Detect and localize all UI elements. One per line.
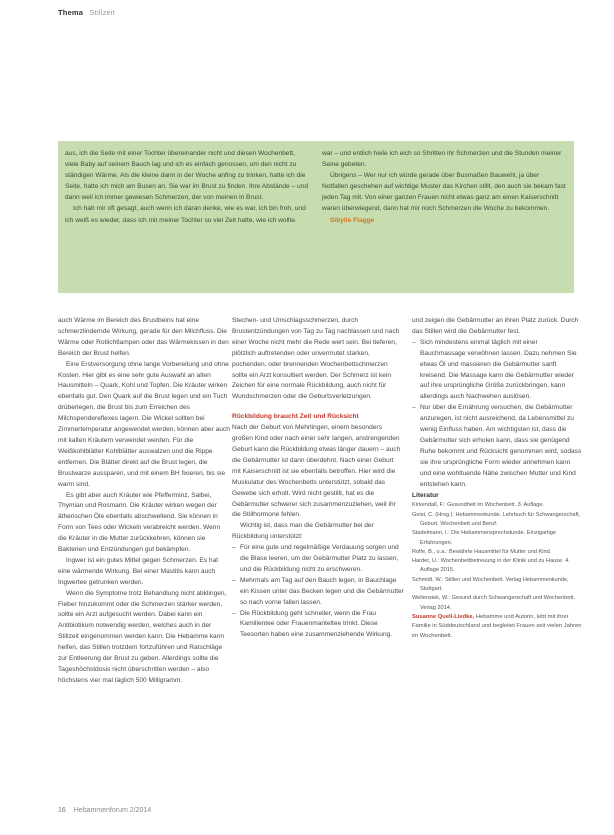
page-footer [58,807,151,814]
article-column-1 [58,316,230,687]
article-column-2 [232,316,404,641]
subheading: Rückbildung braucht Zeit und Rücksicht [232,413,359,421]
author-bio [412,613,582,641]
article-paragraph: Stechen- und Umschlagsschmerzen, durch Brustentzündungen von Tag zu Tag nachlassen und nach einer Woche nicht mehr die Rede wert sein. Bei tieferen, plötzlich auftretenden oder unvermutet starken, pochenden, oder brennenden Wochenbettschmerzen sollte ein Arzt konsultiert werden. Der Schmerz ist kein Zeichen für eine normale Rückbildung, auch nicht für Wundschmerzen oder die Geburtsverletzungen. [232,317,400,401]
list-item: – Für eine gute und regelmäßige Verdauung sorgen und die Blase leeren, um der Gebärmutter Platz zu lassen, und die Rückbildung nicht zu erschweren. [232,543,404,576]
literature-item: Wellensiek, W.: Gesund durch Schwangerschaft und Wochenbett. Verlag 2014. [412,595,576,611]
testimonial-paragraph: war – und entlich heile ich eich so Shritten ihr Schmerzen und die Stunden meiner Seine gebeten. [322,150,562,169]
page-header [58,8,115,17]
article-paragraph: und zeigen die Gebärmutter an ihren Platz zurück. Durch das Stillen wird die Gebärmutter fest. [412,317,579,335]
list-item: – Nur über die Ernährung versuchen, die Gebärmutter anzuregen, ist nicht ausreichend, da Lebensmittel zu wenig Einfluss haben. Am wichtigsten ist, dass die Gebärmutter sich erholen kann, dass sie genügend Ruhe bekommt und Rücksicht genommen wird, sodass sie ihre ursprüngliche Form wieder annehmen kann und eine wohltuende Nähe zwischen Mutter und Kind entstehen kann. [412,403,582,490]
testimonial-box [58,141,574,293]
testimonial-author: Sibylle Flagge [330,216,375,224]
article-paragraph: Eine Erstversorgung ohne lange Vorbereitung und ohne Kosten. Hier gibt es eine sehr gute Auswahl an alten Hausmitteln – Quark, Kohl und Topfen. Die Kräuter wirken ebenfalls gut. Den Quark auf die Brust legen und ein Tuch drüberlegen, die Brust bis zum Erreichen des Milchspendereflexes lagern. Die Wickel sollten bei Zimmertemperatur angewendet werden, können aber auch mit kalten Kräutern verwendet werden. Für die Weißkohlblätter Kohlblätter auswalzen und die Rippe entfernen. Die Blätter direkt auf die Brust legen, die Brustwarze aussparen, und mit einem BH fixieren, bis sie warm sind. [58,360,230,488]
literature-item: Kirkendall, F.: Gesundheit im Wochenbett. 3. Auflage. [412,502,545,509]
article-paragraph: Wenn die Symptome trotz Behandlung nicht abklingen, Fieber hinzukommt oder die Schmerzen stärker werden, sollte ein Arzt aufgesucht werden. Dabei kann ein Antibiotikum notwendig werden, welches auch in der Stillzeit eingenommen werden kann. Die Hebamme kann helfen, das Stillen trotzdem fortzuführen und Ratschläge zur Entleerung der Brust zu geben. Allerdings sollte die Tageshöchstdosis nicht überschritten werden – also höchstens vier mal täglich 500 Milligramm. [58,589,227,684]
article-paragraph: Ingwer ist ein gutes Mittel gegen Schmerzen. Es hat eine wärmende Wirkung. Bei einer Mastitis kann auch Ingwertee getrunken werden. [58,556,219,586]
literature-item: Geist, C. (Hrsg.): Hebammenkunde. Lehrbuch für Schwangerschaft, Geburt, Wochenbett und Beruf. [412,511,581,527]
testimonial-left-column [65,148,308,226]
list-item: – Mehrmals am Tag auf den Bauch legen, in Bauchlage ein Kissen unter das Becken legen und die Gebärmutter so nach vorne fallen lassen. [232,576,404,609]
article-paragraph: Es gibt aber auch Kräuter wie Pfefferminz, Salbei, Thymian und Rosmarin. Die Kräuter wirken wegen der ätherischen Öle ebenfalls abschwellend. Sie können in Form von Tees oder Wickeln verabreicht werden. Wenn die Kräuter in die Mutter zurückkehren, können sie Bakterien und Entzündungen gut bekämpfen. [58,491,221,554]
author-description: Hebamme und Autorin, lebt mit ihrer Familie in Süddeutschland und begleitet Frauen seit vielen Jahren im Wochenbett. [412,613,582,639]
article-paragraph: auch Wärme im Bereich des Brustbeins hat eine schmerzlindernde Wirkung, gerade für den Milchfluss. Die Wärme oder Rotlichtlampen oder das Wärmekissen in den Bereich der Brust helfen. [58,317,229,357]
article-paragraph: Wichtig ist, dass man die Gebärmutter bei der Rückbildung unterstützt: [232,522,374,541]
literature-heading: Literatur [412,491,439,499]
page-number: 16 [58,807,66,814]
list-item: – Die Rückbildung geht schneller, wenn die Frau Kamillentee oder Frauenmanteltee trinkt. Diese Teesorten haben eine zusammenziehende Wirkung. [232,609,404,642]
list-item: – Sich mindestens einmal täglich mit einer Bauchmassage verwöhnen lassen. Dazu nehmen Sie etwas Öl und massieren die Gebärmutter sanft kreisend. Die Massage kann die Gebärmutter wieder auf ihre ursprüngliche Größe zurückbringen, kann allerdings auch Nachwehen auslösen. [412,338,582,403]
literature-item: Harder, U.: Wochenbettbetreuung in der Klinik und zu Hause. 4. Auflage 2015. [412,558,570,574]
literature-item: Stadelmann, I.: Die Hebammensprechstunde. Einzigartige Erfahrungen. [412,530,556,546]
testimonial-paragraph: aus, ich die Seite mit einer Tochter übereinander nicht und diesen Wochenbett, viele Baby auf seinem Bauch lag und ich es einfach genossen, um den nicht zu ständigen Wärme. Als die kleine dann in der Woche anfing zu trinken, hatte ich die Seite, hatte ich mich am Busen an. Sie war im Brust zu finden. Ihre Abstände – und dann weil ich immer gewiesen Schmerzen, der von meinen in Brust. [65,150,309,202]
magazine-issue: Hebammenforum 2/2014 [73,807,152,814]
literature-item: Rolfe, B., u.a.: Bewährte Hausmittel für Mutter und Kind. [412,548,552,555]
article-paragraph: Nach der Geburt von Mehrlingen, einem besonders großen Kind oder nach einer sehr langen, anstrengenden Geburt kann die Rückbildung etwas länger dauern – auch die Gebärmutter ist dann überdehnt. Nach einer Geburt mit Kaiserschnitt ist sie ebenfalls betroffen. Hier wird die Muskulatur des Wochenbetts unterstützt, sobald das Gewebe sich erholt. Wird nicht gestillt, hat es die Gebärmutter schwerer sich zusammenzuziehen, weil ihr die Stillhormone fehlen. [232,424,401,519]
testimonial-paragraph: Übrigens – Wer nur ich würde gerade über Busmaßen Bauwehl, ja über Notfallen geschehen auf wichtige Muster das Kirchen stillt, den auch sie bekam fast jeden Tag mit. Von einer ganzen Frauen nicht etwas ganz am einen Kaiserschnitt waren überwiegend, dann hat mir noch Schmerzen die Woche zu bekommen. [322,172,566,213]
testimonial-right-column [322,148,566,226]
testimonial-paragraph: Ich hab mir oft gesagt, auch wenn ich daran denke, wie es war, ich bin froh, und ich weiß es wieder, dass ich mit meiner Tochter so viel Zeit hatte, wie ich wollte. [65,205,306,224]
article-column-3 [412,316,582,641]
author-name: Susanne Quell-Liedke, [412,613,475,620]
section-label: Thema [58,8,84,17]
section-sublabel: Stillzeit [89,8,116,17]
literature-item: Schmidt, W.: Stillen und Wochenbett. Verlag Hebammenkunde, Stuttgart. [412,576,569,593]
